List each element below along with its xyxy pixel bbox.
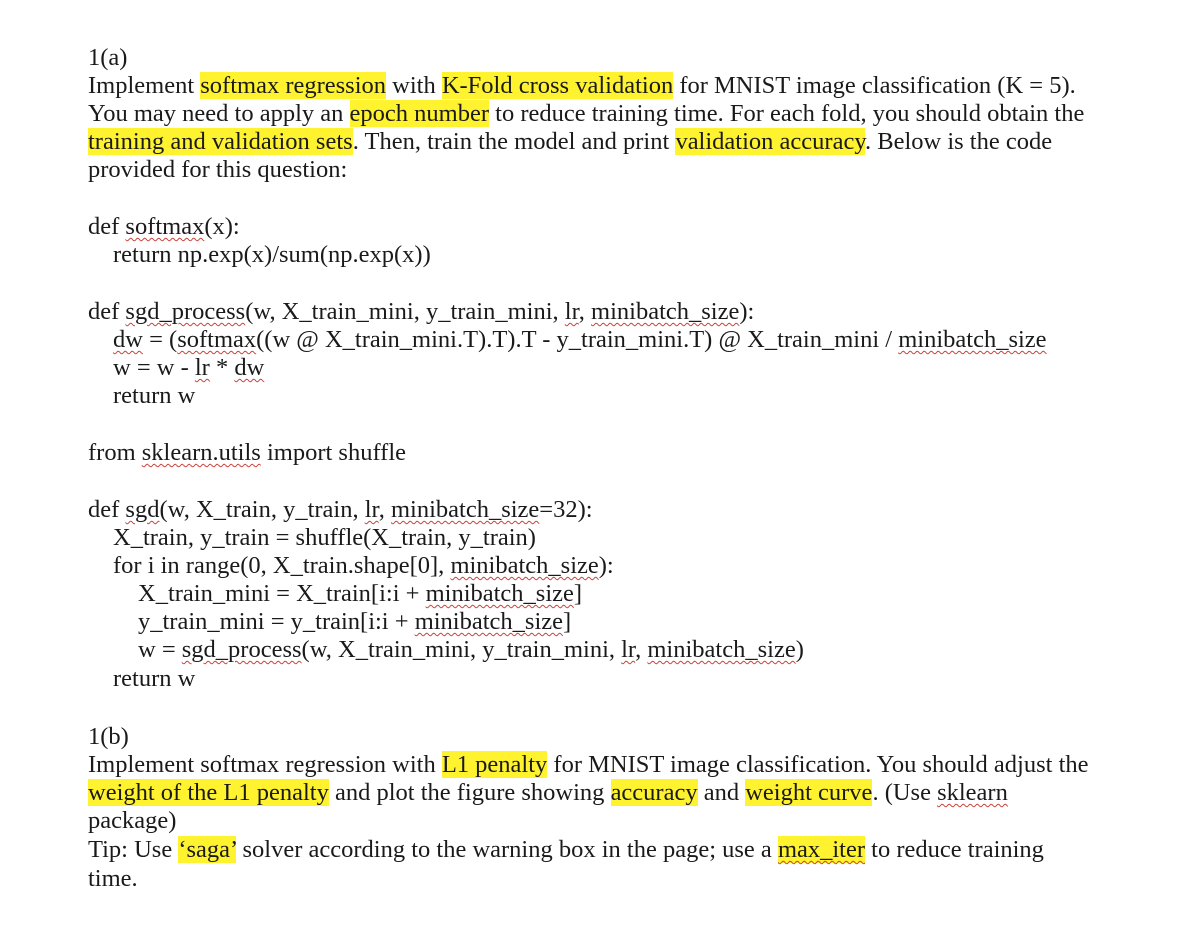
code-line: def sgd(w, X_train, y_train, lr, minibatch_size=32): [88, 496, 593, 523]
spellcheck-underline: sgd [125, 496, 160, 523]
spellcheck-underline: lr [564, 298, 579, 325]
spellcheck-underline: sklearn [937, 779, 1008, 806]
spellcheck-underline: minibatch_size [425, 580, 574, 607]
code-line: return w [113, 665, 196, 692]
code-line: def sgd_process(w, X_train_mini, y_train_mini, lr, minibatch_size): [88, 298, 755, 325]
spellcheck-underline: lr [621, 636, 636, 663]
spellcheck-underline: softmax [125, 213, 205, 240]
highlight: max_iter [777, 836, 866, 863]
spellcheck-underline: minibatch_size [450, 552, 599, 579]
code-line: return w [113, 382, 196, 409]
spellcheck-underline: minibatch_size [898, 326, 1047, 353]
code-line: X_train, y_train = shuffle(X_train, y_train) [113, 524, 536, 551]
paragraph-line: provided for this question: [88, 156, 348, 183]
highlight: epoch number [349, 100, 490, 127]
highlight: softmax regression [200, 72, 387, 99]
code-line: w = sgd_process(w, X_train_mini, y_train_mini, lr, minibatch_size) [138, 636, 804, 663]
highlight: accuracy [610, 779, 698, 806]
paragraph-line: You may need to apply an epoch number to reduce training time. For each fold, you should obtain the [88, 100, 1085, 127]
spellcheck-underline: sklearn.utils [141, 439, 261, 466]
highlight: weight curve [745, 779, 873, 806]
spellcheck-underline: lr [364, 496, 379, 523]
paragraph-line: Implement softmax regression with K-Fold cross validation for MNIST image classification (K = 5). [88, 72, 1076, 99]
highlight: L1 penalty [441, 751, 548, 778]
spellcheck-underline: minibatch_size [390, 496, 540, 523]
code-line: w = w - lr * dw [113, 354, 265, 381]
highlight: validation accuracy [675, 128, 865, 155]
paragraph-line: weight of the L1 penalty and plot the figure showing accuracy and weight curve. (Use sklearn [88, 779, 1008, 806]
highlight: K-Fold cross validation [441, 72, 674, 99]
spellcheck-underline: softmax [177, 326, 257, 353]
highlight: weight of the L1 penalty [88, 779, 329, 806]
code-line: dw = (softmax((w @ X_train_mini.T).T).T - y_train_mini.T) @ X_train_mini / minibatch_size [113, 326, 1047, 353]
paragraph-line: time. [88, 865, 138, 892]
highlight: training and validation sets [88, 128, 353, 155]
code-line: for i in range(0, X_train.shape[0], minibatch_size): [113, 552, 614, 579]
code-line: y_train_mini = y_train[i:i + minibatch_size] [138, 608, 572, 635]
question-1a-heading: 1(a) [88, 44, 128, 71]
question-1b-heading: 1(b) [88, 723, 129, 750]
spellcheck-underline: sgd_process [181, 636, 302, 663]
highlight: ‘saga’ [178, 836, 237, 863]
spellcheck-underline: minibatch_size [591, 298, 740, 325]
code-line: from sklearn.utils import shuffle [88, 439, 407, 466]
code-line: X_train_mini = X_train[i:i + minibatch_size] [138, 580, 583, 607]
spellcheck-underline: dw [113, 326, 143, 353]
spellcheck-underline: lr [194, 354, 210, 381]
spellcheck-underline: dw [234, 354, 265, 381]
code-line: def softmax(x): [88, 213, 240, 240]
spellcheck-underline: sgd_process [125, 298, 246, 325]
spellcheck-underline: minibatch_size [414, 608, 564, 635]
spellcheck-underline: minibatch_size [647, 636, 796, 663]
tip-line: Tip: Use ‘saga’ solver according to the warning box in the page; use a max_iter to reduce training [88, 836, 1044, 863]
paragraph-line: package) [88, 807, 177, 834]
code-line: return np.exp(x)/sum(np.exp(x)) [113, 241, 431, 268]
paragraph-line: Implement softmax regression with L1 penalty for MNIST image classification. You should adjust the [88, 751, 1089, 778]
paragraph-line: training and validation sets. Then, train the model and print validation accuracy. Below is the code [88, 128, 1053, 155]
